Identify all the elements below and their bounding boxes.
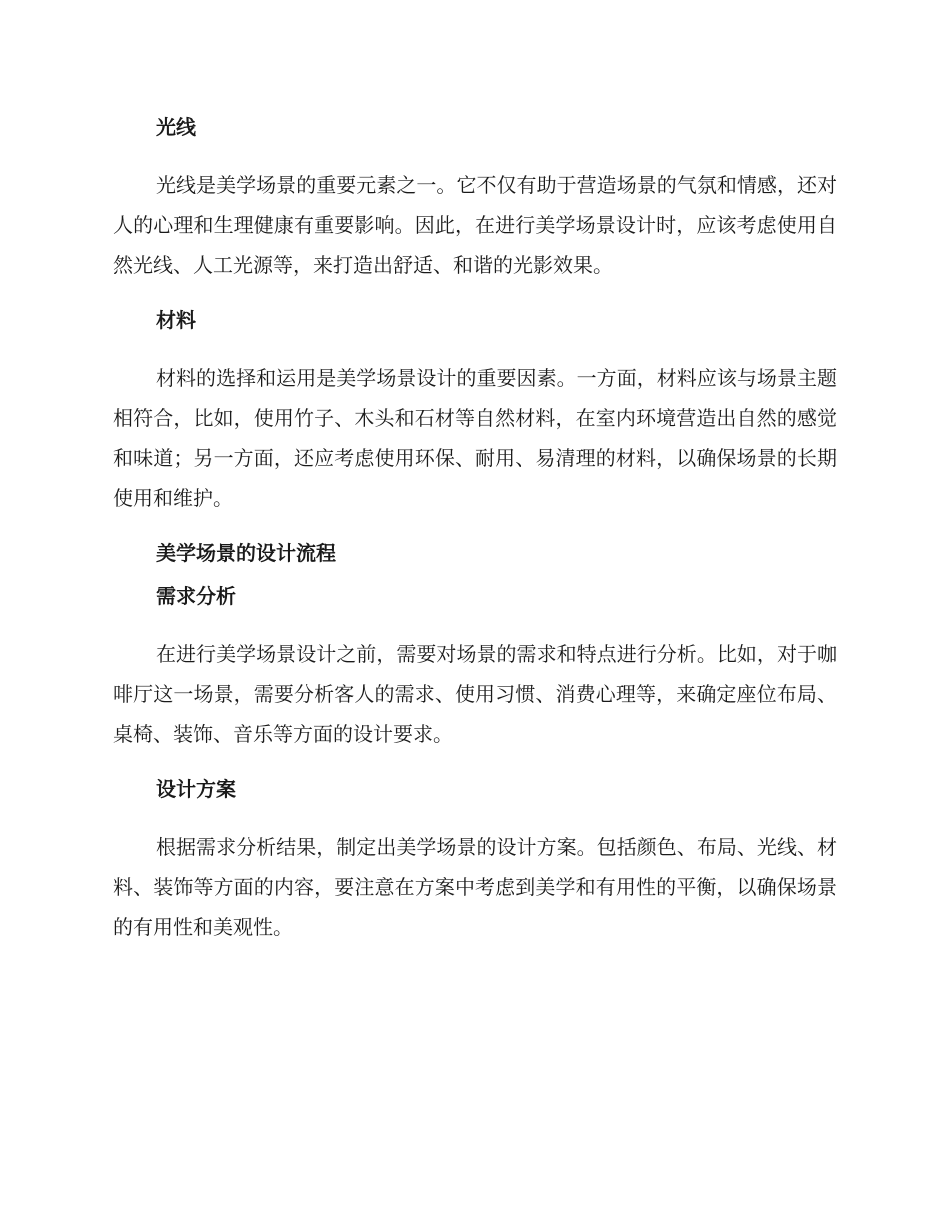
- paragraph-needs: 在进行美学场景设计之前，需要对场景的需求和特点进行分析。比如，对于咖啡厅这一场景，需要分析客人的需求、使用习惯、消费心理等，来确定座位布局、桌椅、装饰、音乐等方面的设计要求。: [113, 642, 837, 746]
- paragraph-material: 材料的选择和运用是美学场景设计的重要因素。一方面，材料应该与场景主题相符合，比如，使用竹子、木头和石材等自然材料，在室内环境营造出自然的感觉和味道；另一方面，还应考虑使用环保、耐用、易清理的材料，以确保场景的长期使用和维护。: [113, 366, 837, 510]
- section-heading-needs: 需求分析: [156, 584, 236, 608]
- section-heading-plan: 设计方案: [156, 777, 236, 801]
- document-page: [113, 109, 837, 947]
- section-heading-material: 材料: [156, 308, 196, 332]
- paragraph-light: 光线是美学场景的重要元素之一。它不仅有助于营造场景的气氛和情感，还对人的心理和生理健康有重要影响。因此，在进行美学场景设计时，应该考虑使用自然光线、人工光源等，来打造出舒适、和谐的光影效果。: [113, 173, 837, 277]
- section-heading-process: 美学场景的设计流程: [156, 541, 336, 565]
- paragraph-plan: 根据需求分析结果，制定出美学场景的设计方案。包括颜色、布局、光线、材料、装饰等方面的内容，要注意在方案中考虑到美学和有用性的平衡，以确保场景的有用性和美观性。: [113, 835, 837, 939]
- section-heading-light: 光线: [156, 115, 196, 139]
